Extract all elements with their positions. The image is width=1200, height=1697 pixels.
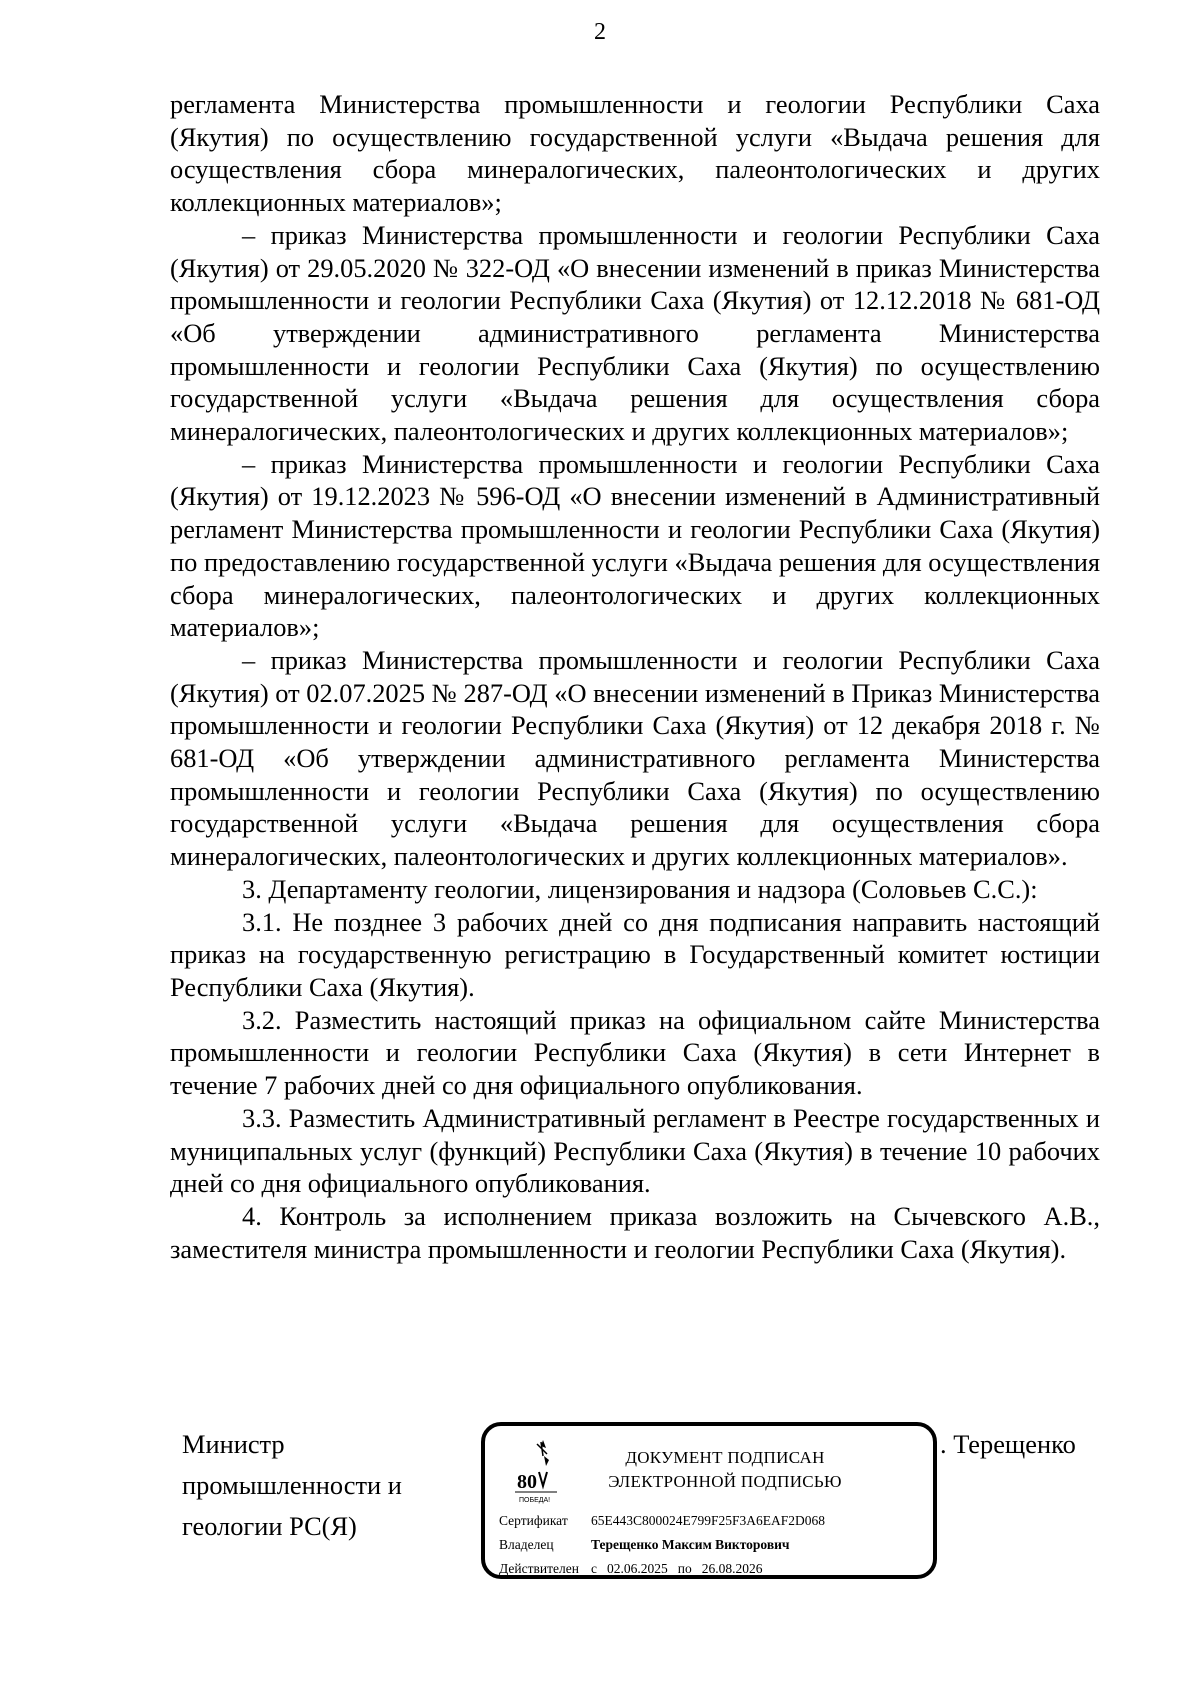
paragraph-item-3-3: 3.3. Разместить Административный регламент в Реестре государственных и муниципальных услуг (функций) Республики Саха (Якутия) в течение 10 рабочих дней со дня официального опубликования. bbox=[170, 1102, 1100, 1199]
valid-from: 02.06.2025 bbox=[607, 1561, 668, 1576]
paragraph-order-2020: – приказ Министерства промышленности и геологии Республики Саха (Якутия) от 29.05.2020 № 322-ОД «О внесении изменений в приказ Министерства промышленности и геологии Республики Саха (Якутия) от 12.12.2018 № 681-ОД «Об утверждении административного регламента Министерства промышленности и геологии Республики Саха (Якутия) по осуществлению государственной услуги «Выдача решения для осуществления сбора минералогических, палеонтологических и других коллекционных материалов»; bbox=[170, 219, 1100, 447]
owner-value: Терещенко Максим Викторович bbox=[591, 1537, 790, 1552]
signatory-name: . Терещенко bbox=[940, 1429, 1076, 1459]
stamp-heading-line: ДОКУМЕНТ ПОДПИСАН bbox=[625, 1448, 825, 1467]
signatory-title-line: промышленности и bbox=[182, 1470, 402, 1500]
valid-label: Действителен bbox=[499, 1561, 579, 1576]
signatory-title-line: геологии РС(Я) bbox=[182, 1511, 357, 1541]
paragraph-order-2023: – приказ Министерства промышленности и геологии Республики Саха (Якутия) от 19.12.2023 № 596-ОД «О внесении изменений в Административный регламент Министерства промышленности и геологии Республики Саха (Якутия) по предоставлению государственной услуги «Выдача решения для осуществления сбора минералогических, палеонтологических и других коллекционных материалов»; bbox=[170, 448, 1100, 643]
stamp-heading bbox=[575, 1446, 875, 1494]
electronic-signature-stamp bbox=[481, 1422, 937, 1579]
paragraph-order-2025: – приказ Министерства промышленности и геологии Республики Саха (Якутия) от 02.07.2025 № 287-ОД «О внесении изменений в Приказ Министерства промышленности и геологии Республики Саха (Якутия) от 12 декабря 2018 г. № 681-ОД «Об утверждении административного регламента Министерства промышленности и геологии Республики Саха (Якутия) по осуществлению государственной услуги «Выдача решения для осуществления сбора минералогических, палеонтологических и других коллекционных материалов». bbox=[170, 644, 1100, 872]
paragraph-item-3-1: 3.1. Не позднее 3 рабочих дней со дня подписания направить настоящий приказ на государственную регистрацию в Государственный комитет юстиции Республики Саха (Якутия). bbox=[170, 906, 1100, 1002]
signatory-title-line: Министр bbox=[182, 1429, 285, 1459]
page-number: 2 bbox=[594, 19, 606, 45]
paragraph-item-4: 4. Контроль за исполнением приказа возложить на Сычевского А.В., заместителя министра промышленности и геологии Республики Саха (Якутия). bbox=[170, 1200, 1100, 1264]
stamp-certificate-row bbox=[499, 1512, 825, 1530]
valid-to-prefix: по bbox=[677, 1561, 692, 1576]
signatory-title bbox=[182, 1424, 402, 1547]
stamp-owner-row bbox=[499, 1536, 790, 1554]
logo-number: 80 bbox=[517, 1471, 537, 1493]
paragraph-item-3: 3. Департаменту геологии, лицензирования и надзора (Соловьев С.С.): bbox=[242, 873, 1038, 904]
valid-to: 26.08.2026 bbox=[701, 1561, 763, 1576]
stamp-validity-row bbox=[499, 1560, 762, 1578]
stamp-heading-line: ЭЛЕКТРОННОЙ ПОДПИСЬЮ bbox=[608, 1472, 842, 1491]
certificate-label: Сертификат bbox=[499, 1513, 568, 1528]
valid-from-prefix: с bbox=[591, 1561, 597, 1576]
victory-80-logo-icon bbox=[513, 1436, 571, 1510]
owner-label: Владелец bbox=[499, 1537, 554, 1552]
paragraph-regulation-continuation: регламента Министерства промышленности и геологии Республики Саха (Якутия) по осуществлению государственной услуги «Выдача решения для осуществления сбора минералогических, палеонтологических и других коллекционных материалов»; bbox=[170, 89, 1100, 218]
certificate-value: 65E443C800024E799F25F3A6EAF2D068 bbox=[591, 1513, 826, 1528]
logo-subtext: ПОБЕДА! bbox=[519, 1497, 551, 1504]
document-body bbox=[170, 88, 1100, 1265]
paragraph-item-3-2: 3.2. Разместить настоящий приказ на официальном сайте Министерства промышленности и геологии Республики Саха (Якутия) в сети Интернет в течение 7 рабочих дней со дня официального опубликования. bbox=[170, 1004, 1100, 1101]
